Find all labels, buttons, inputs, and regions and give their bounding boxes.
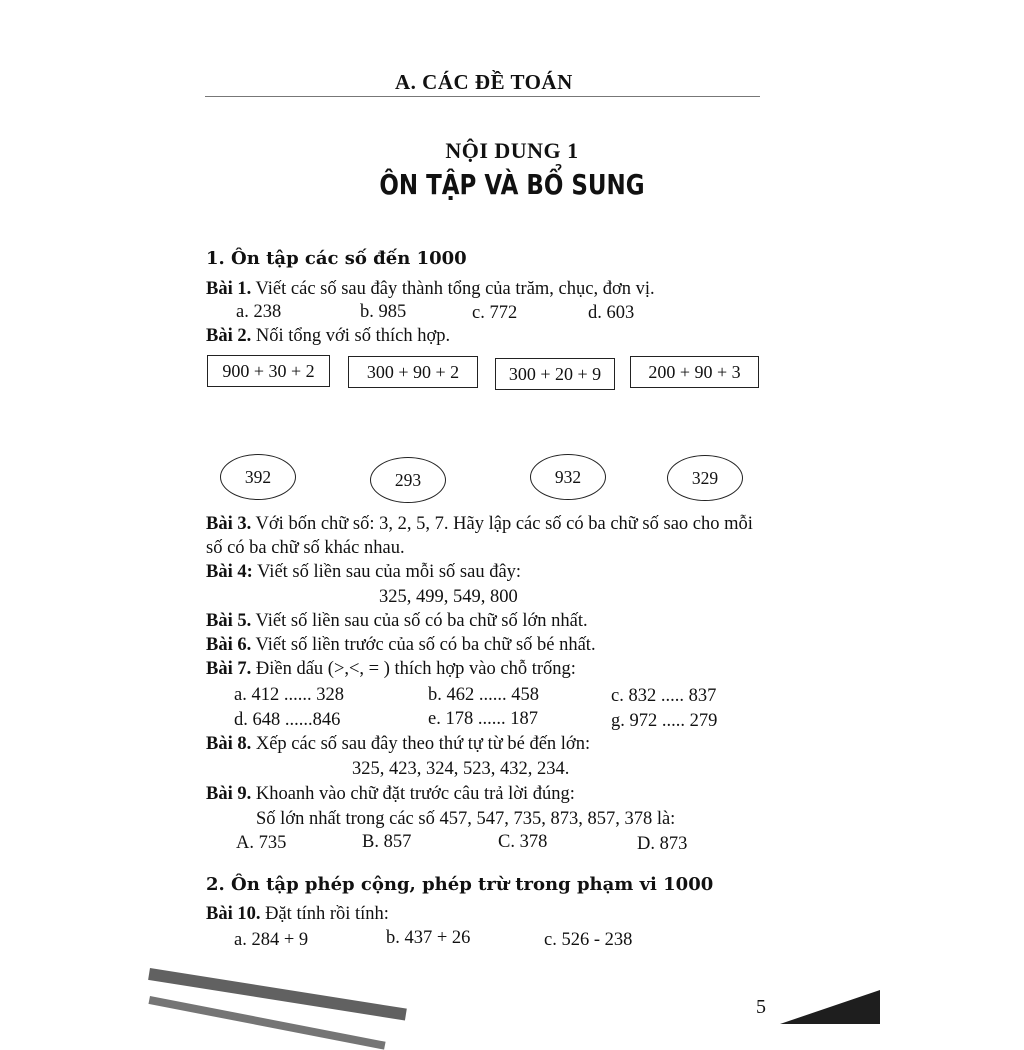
bai-2-text: Nối tổng với số thích hợp. xyxy=(255,326,451,346)
sum-box-4: 200 + 90 + 3 xyxy=(630,356,759,388)
bai-9-text: Khoanh vào chữ đặt trước câu trả lời đúng: xyxy=(255,784,575,804)
bai-4-numbers: 325, 499, 549, 800 xyxy=(379,587,518,607)
bai-7-item-b: b. 462 ...... 458 xyxy=(428,685,539,705)
bai-7-text: Điền dấu (>,<, = ) thích hợp vào chỗ trống: xyxy=(255,659,576,679)
number-oval-4: 329 xyxy=(667,455,743,501)
section-2-title: 2. Ôn tập phép cộng, phép trừ trong phạm vi 1000 xyxy=(206,874,714,895)
bai-1-label: Bài 1. xyxy=(206,279,252,299)
bai-1-option-a: a. 238 xyxy=(236,302,282,322)
bai-10-item-b: b. 437 + 26 xyxy=(386,928,471,948)
bai-8-label: Bài 8. xyxy=(206,734,252,754)
sum-box-3: 300 + 20 + 9 xyxy=(495,358,615,390)
bai-7-item-d: d. 648 ......846 xyxy=(234,710,341,730)
bai-9-label: Bài 9. xyxy=(206,784,252,804)
bai-3 xyxy=(206,514,753,535)
bai-3-text-1: Với bốn chữ số: 3, 2, 5, 7. Hãy lập các số có ba chữ số sao cho mỗi xyxy=(255,514,753,534)
page-number: 5 xyxy=(756,996,766,1018)
bai-1-option-b: b. 985 xyxy=(360,302,407,322)
bai-1-option-d: d. 603 xyxy=(588,303,635,323)
bai-5-text: Viết số liền sau của số có ba chữ số lớn nhất. xyxy=(255,611,588,631)
bai-10-label: Bài 10. xyxy=(206,904,261,924)
decorative-corner xyxy=(780,990,880,1024)
chapter-title: ÔN TẬP VÀ BỔ SUNG xyxy=(379,168,645,201)
section-1-title: 1. Ôn tập các số đến 1000 xyxy=(206,248,467,269)
decorative-stripe-1 xyxy=(148,968,407,1021)
bai-9-question: Số lớn nhất trong các số 457, 547, 735, 873, 857, 378 là: xyxy=(256,809,676,829)
bai-9-option-c: C. 378 xyxy=(498,832,548,852)
number-oval-2: 293 xyxy=(370,457,446,503)
bai-8-numbers: 325, 423, 324, 523, 432, 234. xyxy=(352,759,570,779)
bai-10-text: Đặt tính rồi tính: xyxy=(265,904,389,924)
number-oval-3: 932 xyxy=(530,454,606,500)
bai-9-option-b: B. 857 xyxy=(362,832,412,852)
bai-8-text: Xếp các số sau đây theo thứ tự từ bé đến lớn: xyxy=(255,734,591,754)
bai-10-item-a: a. 284 + 9 xyxy=(234,930,309,950)
bai-6-text: Viết số liền trước của số có ba chữ số bé nhất. xyxy=(255,635,596,655)
bai-7-item-c: c. 832 ..... 837 xyxy=(611,686,717,706)
bai-8 xyxy=(206,734,590,755)
bai-4 xyxy=(206,562,521,583)
bai-2-label: Bài 2. xyxy=(206,326,252,346)
bai-6-label: Bài 6. xyxy=(206,635,252,655)
sum-box-2: 300 + 90 + 2 xyxy=(348,356,478,388)
bai-9-option-d: D. 873 xyxy=(637,834,688,854)
bai-5-label: Bài 5. xyxy=(206,611,252,631)
number-oval-1: 392 xyxy=(220,454,296,500)
bai-10-item-c: c. 526 - 238 xyxy=(544,930,633,950)
bai-1-option-c: c. 772 xyxy=(472,303,518,323)
bai-3-text-2: số có ba chữ số khác nhau. xyxy=(206,538,405,558)
bai-2 xyxy=(206,326,450,347)
bai-10 xyxy=(206,904,389,925)
bai-1 xyxy=(206,279,655,300)
bai-7 xyxy=(206,659,576,680)
bai-4-label: Bài 4: xyxy=(206,562,253,582)
bai-7-item-g: g. 972 ..... 279 xyxy=(611,711,718,731)
bai-7-item-a: a. 412 ...... 328 xyxy=(234,685,344,705)
bai-9-option-a: A. 735 xyxy=(236,833,287,853)
bai-7-item-e: e. 178 ...... 187 xyxy=(428,709,538,729)
chapter-label: NỘI DUNG 1 xyxy=(445,138,579,163)
bai-5 xyxy=(206,611,588,632)
bai-9 xyxy=(206,784,575,805)
bai-7-label: Bài 7. xyxy=(206,659,252,679)
bai-4-text: Viết số liền sau của mỗi số sau đây: xyxy=(257,562,522,582)
bai-1-text: Viết các số sau đây thành tổng của trăm, chục, đơn vị. xyxy=(255,279,655,299)
bai-6 xyxy=(206,635,596,656)
bai-3-label: Bài 3. xyxy=(206,514,252,534)
header-title: A. CÁC ĐỀ TOÁN xyxy=(395,70,573,94)
sum-box-1: 900 + 30 + 2 xyxy=(207,355,330,387)
